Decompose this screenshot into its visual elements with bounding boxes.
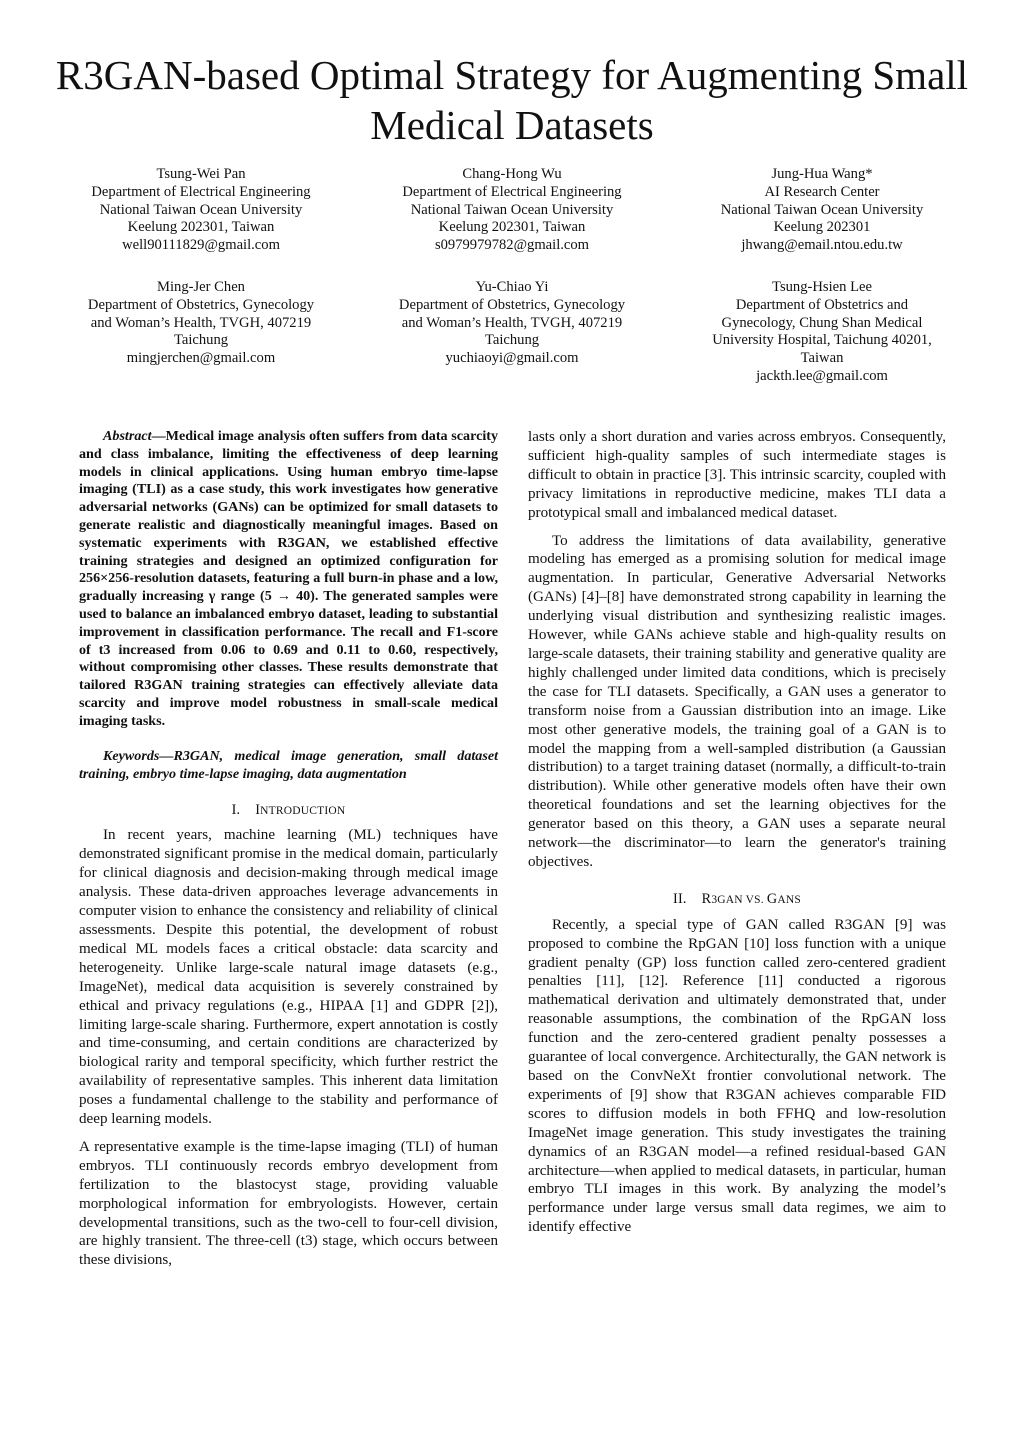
section-title-g: G bbox=[766, 890, 778, 907]
author-name: Yu-Chiao Yi bbox=[475, 279, 549, 295]
author-name: Tsung-Hsien Lee bbox=[772, 279, 872, 295]
section-number: I. bbox=[231, 801, 241, 818]
intro-paragraph-2: A representative example is the time-lapse imaging (TLI) of human embryos. TLI continuously records embryo development from fertilization to the blastocyst stage, providing valuable morphological information for embryologists. However, certain developmental transitions, such as the two-cell to four-cell division, are highly transient. The three-cell (t3) stage, which occurs between these divisions, bbox=[79, 1138, 498, 1269]
author-affiliation: Gynecology, Chung Shan Medical bbox=[721, 314, 923, 331]
author-affiliation: Department of Obstetrics, Gynecology bbox=[87, 296, 315, 313]
author-name: Chang-Hong Wu bbox=[462, 166, 562, 182]
author-affiliation: Department of Obstetrics, Gynecology bbox=[398, 296, 626, 313]
author-email: jhwang@email.ntou.edu.tw bbox=[741, 237, 903, 254]
author-block-1 bbox=[51, 166, 351, 255]
right-column bbox=[528, 428, 946, 1237]
section-title-vs: VS. bbox=[742, 893, 767, 906]
paper-title: R3GAN-based Optimal Strategy for Augmenting Small Medical Datasets bbox=[55, 52, 969, 148]
section-heading-introduction bbox=[79, 801, 498, 821]
keywords: Keywords—R3GAN, medical image generation, small dataset training, embryo time-lapse imaging, data augmentation bbox=[79, 747, 498, 782]
abstract-lead: Abstract bbox=[103, 428, 152, 444]
section-title-ans: ANS bbox=[777, 893, 801, 906]
author-affiliation: National Taiwan Ocean University bbox=[720, 201, 924, 218]
author-affiliation: and Woman’s Health, TVGH, 407219 bbox=[90, 314, 312, 331]
author-affiliation: Keelung 202301, Taiwan bbox=[127, 219, 275, 236]
section2-paragraph-1: Recently, a special type of GAN called R3GAN [9] was proposed to combine the RpGAN [10] loss function with a unique gradient penalty (GP) loss function called zero-centered gradient penalties [11], [12]. Reference [11] conducted a rigorous mathematical derivation and ultimately demonstrated that, under reasonable assumptions, the combination of the RpGAN loss function and the zero-centered gradient penalty possesses a guarantee of local convergence. Architecturally, the GAN network is based on the ConvNeXt frontier convolutional network. The experiments of [9] show that R3GAN achieves comparable FID scores to diffusion models in both FFHQ and low-resolution ImageNet image generation. This study investigates the training dynamics of an R3GAN model—a refined residual-based GAN architecture—when applied to medical datasets, in particular, human embryo TLI images in this work. By analyzing the model’s performance under large versus small data regimes, we aim to identify effective bbox=[528, 916, 946, 1236]
section-number: II. bbox=[673, 890, 687, 907]
author-affiliation: Taichung bbox=[173, 332, 229, 349]
author-name: Tsung-Wei Pan bbox=[156, 166, 246, 182]
author-affiliation: University Hospital, Taichung 40201, bbox=[712, 332, 932, 349]
left-column bbox=[79, 428, 498, 1270]
author-affiliation: National Taiwan Ocean University bbox=[410, 201, 614, 218]
author-affiliation: Department of Electrical Engineering bbox=[91, 183, 311, 200]
author-affiliation: Keelung 202301, Taiwan bbox=[438, 219, 586, 236]
author-affiliation: AI Research Center bbox=[764, 183, 880, 200]
author-affiliation: and Woman’s Health, TVGH, 407219 bbox=[401, 314, 623, 331]
author-affiliation: Department of Obstetrics and bbox=[735, 296, 909, 313]
author-email: mingjerchen@gmail.com bbox=[126, 350, 276, 367]
section-title-r: R bbox=[701, 890, 712, 907]
author-name: Ming-Jer Chen bbox=[157, 279, 245, 295]
author-block-4 bbox=[51, 279, 351, 368]
abstract bbox=[79, 428, 498, 731]
intro-paragraph-3: To address the limitations of data availability, generative modeling has emerged as a promising solution for medical image augmentation. In particular, Generative Adversarial Networks (GANs) [4]–[8] have demonstrated strong capability in learning the underlying visual distribution and synthesizing realistic images. However, while GANs achieve stable and high-quality results on large-scale datasets, their training stability and generative quality are highly challenged under limited data conditions, which is precisely the case for TLI datasets. Specifically, a GAN uses a generator to transform noise from a Gaussian distribution into an image. Like most other generative models, the training goal of a GAN is to model the mapping from a well-sampled distribution (a Gaussian distribution) to a target training dataset (normally, a difficult-to-train distribution). While other generative models often have their own theoretical foundations and set the learning objectives for the generator based on this theory, a GAN uses a separate neural network—the discriminator—to learn the generator's training objectives. bbox=[528, 532, 946, 870]
author-email: well90111829@gmail.com bbox=[122, 237, 280, 254]
intro-paragraph-2-continued: lasts only a short duration and varies across embryos. Consequently, sufficient high-quality samples of such intermediate stages is difficult to obtain in practice [3]. This intrinsic scarcity, coupled with privacy limitations in reproductive medicine, makes TLI data a prototypical small and imbalanced medical dataset. bbox=[528, 429, 946, 521]
author-email: yuchiaoyi@gmail.com bbox=[445, 350, 579, 367]
author-affiliation: National Taiwan Ocean University bbox=[99, 201, 303, 218]
author-block-6 bbox=[672, 279, 972, 386]
abstract-text: —Medical image analysis often suffers from data scarcity and class imbalance, limiting the effectiveness of deep learning models in clinical applications. Using human embryo time-lapse imaging (TLI) as a case study, this work investigates how generative adversarial networks (GANs) can be optimized for small datasets to generate realistic and diagnostically meaningful images. Based on systematic experiments with R3GAN, we established effective training strategies and designed an optimized configuration for 256×256-resolution datasets, featuring a full burn-in phase and a low, gradually increasing γ range (5 → 40). The generated samples were used to balance an imbalanced embryo dataset, leading to substantial improvement in classification performance. The recall and F1-score of t3 increased from 0.06 to 0.69 and 0.11 to 0.60, respectively, without compromising other classes. These results demonstrate that tailored R3GAN training strategies can effectively alleviate data scarcity and improve model robustness in small-scale medical imaging tasks. bbox=[79, 428, 498, 729]
author-name: Jung-Hua Wang* bbox=[771, 166, 873, 182]
section-heading-r3gan-vs-gans bbox=[528, 890, 946, 910]
section-title-initial: I bbox=[255, 801, 261, 818]
author-affiliation: Taiwan bbox=[800, 350, 844, 367]
section-title-3gan: 3GAN bbox=[711, 893, 743, 906]
author-email: jackth.lee@gmail.com bbox=[756, 367, 888, 384]
intro-paragraph-1: In recent years, machine learning (ML) techniques have demonstrated significant promise in the medical domain, particularly for clinical diagnosis and decision-making through medical image analysis. These data-driven approaches leverage advancements in computer vision to enhance the consistency and reliability of clinical assessments. Despite this potential, the development of robust medical ML models faces a critical obstacle: data scarcity and heterogeneity. Unlike large-scale natural image datasets (e.g., ImageNet), medical data acquisition is severely constrained by ethical and privacy regulations (e.g., HIPAA [1] and GDPR [2]), limiting large-scale sharing. Furthermore, expert annotation is costly and time-consuming, and certain conditions are characterized by biological rarity and temporal specificity, which further restrict the availability of representative samples. This inherent data limitation poses a fundamental challenge to the stability and performance of deep learning models. bbox=[79, 827, 498, 1128]
author-block-3 bbox=[672, 166, 972, 255]
section-title-rest: NTRODUCTION bbox=[260, 804, 346, 817]
author-affiliation: Keelung 202301 bbox=[773, 219, 871, 236]
author-affiliation: Taichung bbox=[484, 332, 540, 349]
author-block-2 bbox=[362, 166, 662, 255]
author-affiliation: Department of Electrical Engineering bbox=[402, 183, 622, 200]
author-email: s0979979782@gmail.com bbox=[434, 237, 590, 254]
author-block-5 bbox=[362, 279, 662, 368]
